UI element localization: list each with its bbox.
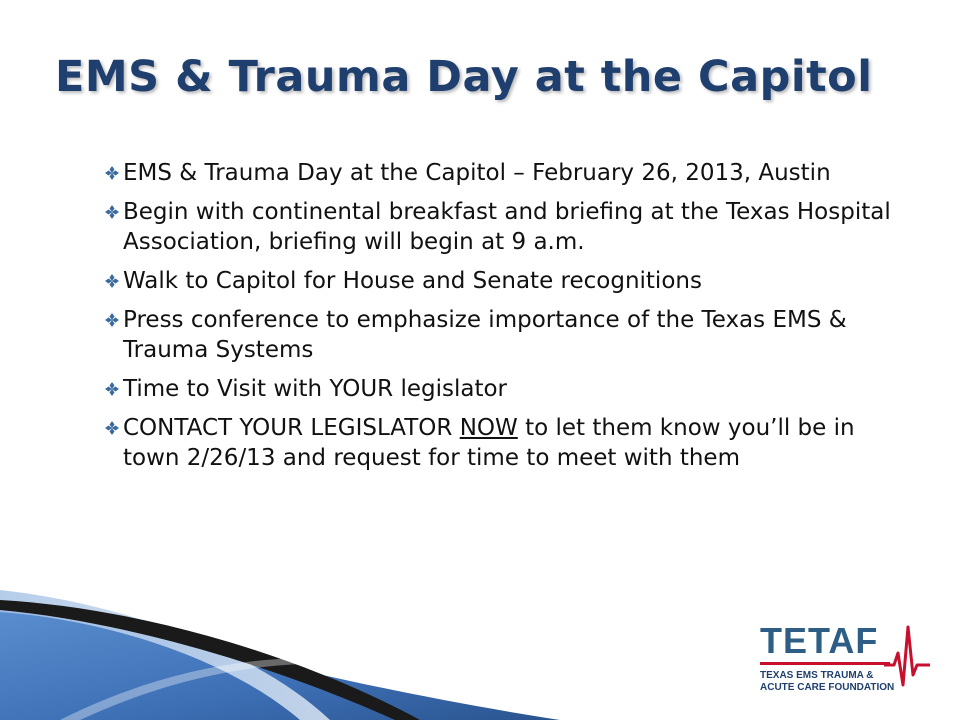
- bullet-text: EMS & Trauma Day at the Capitol – February 26, 2013, Austin: [123, 160, 831, 186]
- logo-subtitle-line1: TEXAS EMS TRAUMA &: [760, 670, 874, 681]
- four-diamond-bullet-icon: [103, 159, 121, 187]
- heartbeat-pulse-icon: [884, 623, 930, 695]
- tetaf-logo: [756, 621, 932, 699]
- four-diamond-bullet-icon: [103, 414, 121, 442]
- logo-subtitle-line2: ACUTE CARE FOUNDATION: [760, 682, 895, 693]
- decorative-wave-graphic: [0, 560, 560, 720]
- slide-title: EMS & Trauma Day at the Capitol: [55, 52, 873, 102]
- logo-divider: [760, 662, 890, 665]
- bullet-text-post: to let them know you’ll be in town 2/26/13 and request for time to meet with them: [123, 415, 855, 471]
- bullet-item: [103, 197, 893, 257]
- bullet-item: [103, 374, 893, 404]
- four-diamond-bullet-icon: [103, 306, 121, 334]
- bullet-text: Press conference to emphasize importance of the Texas EMS & Trauma Systems: [123, 307, 847, 363]
- bullet-item: [103, 305, 893, 365]
- bullet-text-emphasis: NOW: [459, 415, 518, 441]
- bullet-text: Begin with continental breakfast and briefing at the Texas Hospital Association, briefing will begin at 9 a.m.: [123, 199, 891, 255]
- bullet-item: [103, 413, 893, 473]
- bullet-item: [103, 266, 893, 296]
- four-diamond-bullet-icon: [103, 375, 121, 403]
- logo-wordmark: TETAF: [760, 620, 879, 661]
- bullet-item: [103, 158, 893, 188]
- bullet-text-pre: CONTACT YOUR LEGISLATOR: [123, 415, 460, 441]
- four-diamond-bullet-icon: [103, 198, 121, 226]
- bullet-text: Walk to Capitol for House and Senate recognitions: [123, 268, 702, 294]
- four-diamond-bullet-icon: [103, 267, 121, 295]
- bullet-text: Time to Visit with YOUR legislator: [123, 376, 507, 402]
- bullet-list: [103, 158, 893, 482]
